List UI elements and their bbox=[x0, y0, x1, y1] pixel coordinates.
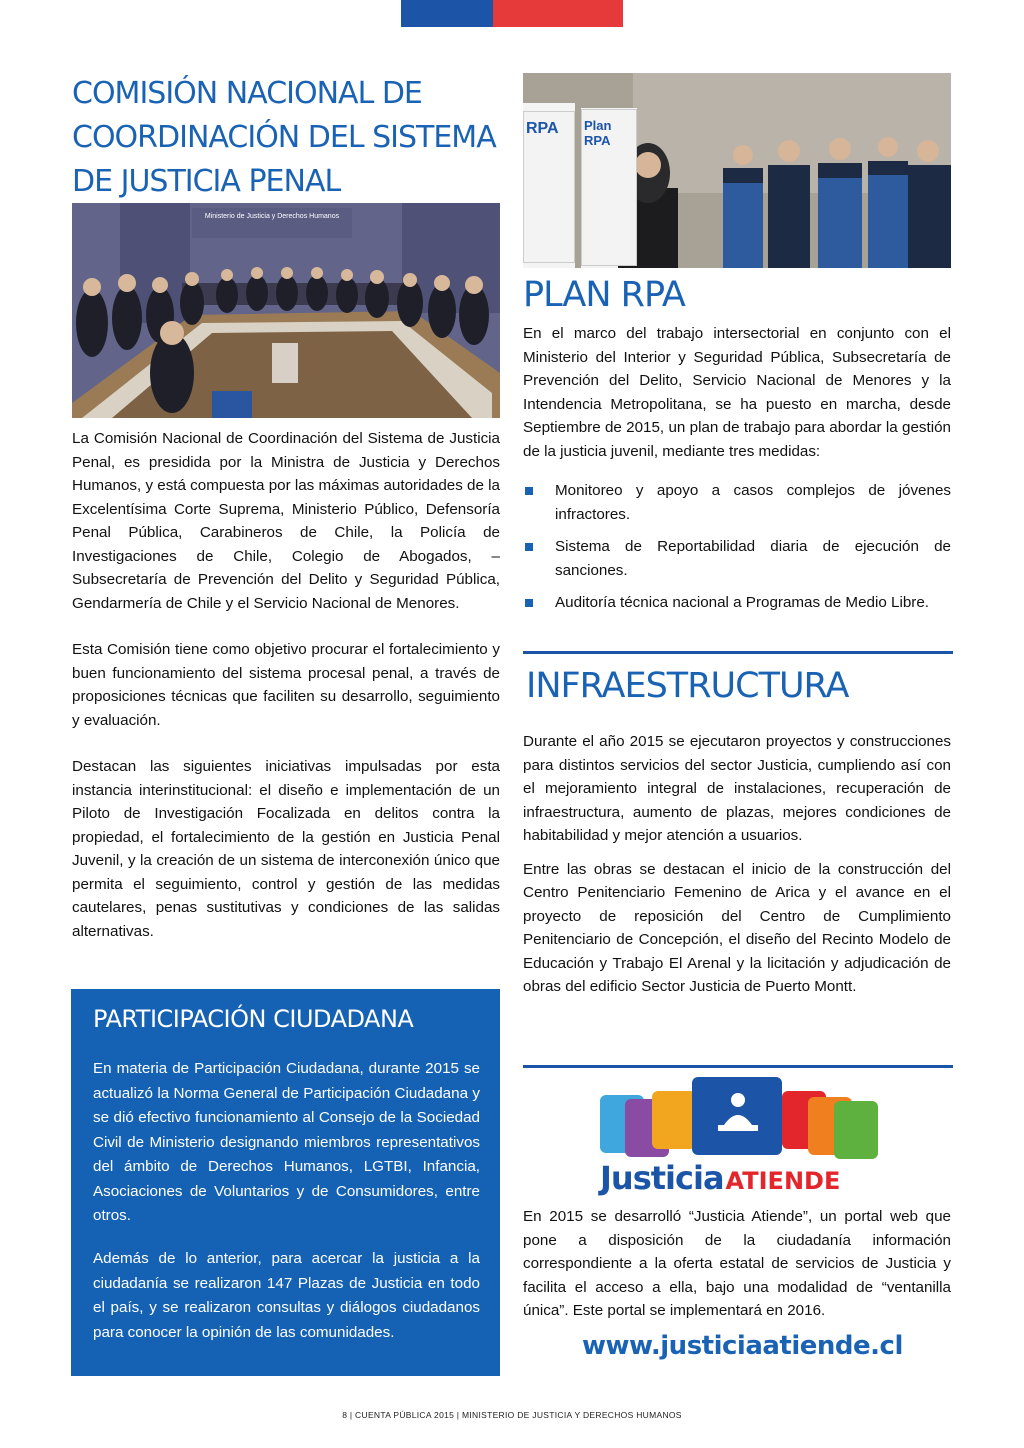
plan-rpa-intro: En el marco del trabajo intersectorial en conjunto con el Ministerio del Interior y Seguridad Pública, Subsecretaría de Prevención del Delito, Servicio Nacional de Menores y la Intendencia Metropolitana, se ha puesto en marcha, desde Septiembre de 2015, un plan de trabajo para abordar la gestión de la justicia juvenil, mediante tres medidas: bbox=[523, 325, 951, 460]
paragraph: Destacan las siguientes iniciativas impulsadas por esta instancia interinstitucional: el diseño e implementación de un Piloto de Investigación Focalizada en delitos contra la propiedad, el fortalecimiento de la gestión en Justicia Penal Juvenil, y la creación de un sistema de interconexión único que permita el seguimiento, control y gestión de las medidas cautelares, penas sustitutivas y condiciones de las salidas alternativas. bbox=[72, 758, 500, 940]
rpa-banner-text: RPA bbox=[526, 120, 559, 137]
bullet-text: Auditoría técnica nacional a Programas de Medio Libre. bbox=[555, 594, 929, 611]
commission-text bbox=[72, 427, 500, 943]
header-flag-red bbox=[493, 0, 623, 27]
participacion-paragraph: Además de lo anterior, para acercar la justicia a la ciudadanía se realizaron 147 Plazas de Justicia en todo el país, y se realizaron consultas y diálogos ciudadanos para conocer la opinión de las comunidades. bbox=[93, 1250, 480, 1341]
plan-rpa-title: PLAN RPA bbox=[523, 275, 685, 315]
infraestructura-title: INFRAESTRUCTURA bbox=[526, 666, 849, 706]
logo-word-justicia: Justicia bbox=[600, 1159, 724, 1197]
rpa-banner bbox=[523, 111, 575, 263]
justicia-atiende-text: En 2015 se desarrolló “Justicia Atiende”, un portal web que pone a disposición de la ciudadanía información correspondiente a la oferta estatal de servicios de Justicia y facilita el acceso a ella, bajo una modalidad de “ventanilla única”. Este portal se implementará en 2016. bbox=[523, 1208, 951, 1319]
banner-text: Ministerio de Justicia y Derechos Humanos bbox=[204, 213, 340, 220]
plan-rpa-photo bbox=[523, 73, 951, 268]
section-divider bbox=[523, 651, 953, 654]
header-flag-blue bbox=[401, 0, 493, 27]
bullet-text: Sistema de Reportabilidad diaria de ejecución de sanciones. bbox=[555, 538, 951, 579]
logo-wordmark bbox=[600, 1159, 840, 1197]
bullet-item bbox=[523, 535, 951, 582]
page-footer: 8 | CUENTA PÚBLICA 2015 | MINISTERIO DE JUSTICIA Y DERECHOS HUMANOS bbox=[342, 1410, 682, 1420]
paragraph: Durante el año 2015 se ejecutaron proyectos y construcciones para distintos servicios del sector Justicia, cumpliendo así con el mejoramiento integral de instalaciones, recuperación de infraestructura, aumento de plazas, mejores condiciones de habitabilidad y mejor atención a usuarios. bbox=[523, 733, 951, 844]
commission-meeting-photo bbox=[72, 203, 500, 418]
plan-rpa-banner-text: Plan RPA bbox=[584, 118, 612, 148]
bullet-item bbox=[523, 591, 951, 615]
bullet-text: Monitoreo y apoyo a casos complejos de jóvenes infractores. bbox=[555, 482, 951, 523]
person-at-desk-icon bbox=[718, 1091, 758, 1137]
plan-rpa-bullets bbox=[523, 479, 951, 615]
paragraph: La Comisión Nacional de Coordinación del Sistema de Justicia Penal, es presidida por la Ministra de Justicia y Derechos Humanos, y está compuesta por las máximas autoridades de la Excelentísima Corte Suprema, Ministerio Público, Defensoría Penal Pública, Carabineros de Chile, la Policía de Investigaciones de Chile, Colegio de Abogados, –Subsecretaría de Prevención del Delito y Seguridad Pública, Gendarmería de Chile y el Servicio Nacional de Menores. bbox=[72, 430, 500, 612]
justicia-atiende-link[interactable]: www.justiciaatiende.cl bbox=[582, 1331, 903, 1361]
page-title: COMISIÓN NACIONAL DE COORDINACIÓN DEL SISTEMA DE JUSTICIA PENAL bbox=[72, 76, 496, 199]
bullet-square-icon bbox=[525, 487, 533, 495]
participacion-paragraph: En materia de Participación Ciudadana, durante 2015 se actualizó la Norma General de Participación Ciudadana y se dió efectivo funcionamiento al Consejo de la Sociedad Civil de Ministerio designando miembros representativos del ámbito de Derechos Humanos, LGTBI, Infancia, Asociaciones de Voluntarios y de Consumidores, entre otros. bbox=[93, 1060, 480, 1224]
plan-rpa-section bbox=[523, 322, 951, 624]
participacion-box bbox=[71, 989, 500, 1376]
logo-word-atiende: ATIENDE bbox=[725, 1167, 841, 1195]
plan-rpa-banner bbox=[581, 109, 637, 266]
participacion-title: PARTICIPACIÓN CIUDADANA bbox=[93, 1005, 414, 1033]
paragraph: Esta Comisión tiene como objetivo procurar el fortalecimiento y buen funcionamiento del sistema procesal penal, a través de proposiciones técnicas que faciliten su desarrollo, seguimiento y evaluación. bbox=[72, 641, 500, 729]
bullet-square-icon bbox=[525, 543, 533, 551]
justicia-atiende-logo bbox=[600, 1077, 880, 1201]
gavel-icon bbox=[834, 1101, 878, 1159]
infraestructura-section bbox=[523, 730, 951, 999]
bullet-square-icon bbox=[525, 599, 533, 607]
bullet-item bbox=[523, 479, 951, 526]
photo-banner bbox=[192, 208, 352, 238]
building-icon bbox=[652, 1091, 696, 1149]
paragraph: Entre las obras se destacan el inicio de la construcción del Centro Penitenciario Femenino de Arica y el avance en el proyecto de reposición del Centro de Cumplimiento Penitenciario de Concepción, el diseño del Recinto Modelo de Educación y Trabajo El Arenal y la licitación y adjudicación de obras del edificio Sector Justicia de Puerto Montt. bbox=[523, 860, 951, 995]
section-divider bbox=[523, 1065, 953, 1068]
